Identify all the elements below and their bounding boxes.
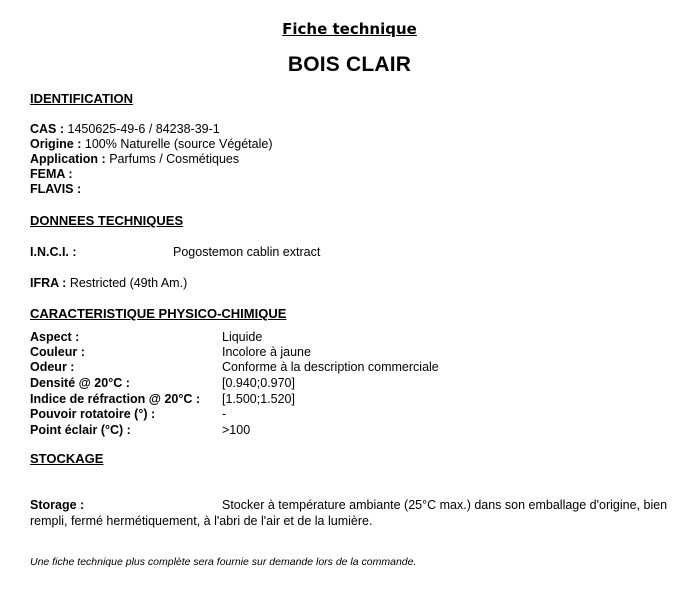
physico-label: Couleur : <box>30 345 85 359</box>
physico-label: Densité @ 20°C : <box>30 376 130 390</box>
physico-row <box>30 423 131 438</box>
application-line <box>30 152 239 167</box>
origine-label: Origine : <box>30 137 82 151</box>
physico-value: - <box>222 407 227 421</box>
physico-chimique-heading: CARACTERISTIQUE PHYSICO-CHIMIQUE <box>30 306 287 321</box>
inci-line <box>30 245 77 260</box>
inci-value: Pogostemon cablin extract <box>173 245 321 259</box>
donnees-techniques-heading: DONNEES TECHNIQUES <box>30 213 184 228</box>
physico-row <box>30 376 130 391</box>
physico-value: Incolore à jaune <box>222 345 311 359</box>
storage-value: Stocker à température ambiante (25°C max.) dans son emballage d'origine, bien rempli, fermé hermétiquement, à l'abri de l'air et de la lumière. <box>30 498 668 528</box>
cas-line <box>30 122 220 137</box>
physico-value: Conforme à la description commerciale <box>222 360 439 374</box>
physico-row <box>30 360 74 375</box>
footer-note: Une fiche technique plus complète sera fournie sur demande lors de la commande. <box>30 556 417 568</box>
ifra-line <box>30 276 187 291</box>
cas-value: 1450625-49-6 / 84238-39-1 <box>67 122 220 136</box>
physico-label: Indice de réfraction @ 20°C : <box>30 392 201 406</box>
cas-label: CAS : <box>30 122 65 136</box>
physico-label: Odeur : <box>30 360 75 374</box>
ifra-value: Restricted (49th Am.) <box>69 276 188 290</box>
physico-label: Aspect : <box>30 330 80 344</box>
application-label: Application : <box>30 152 106 166</box>
storage-label: Storage : <box>30 498 85 512</box>
physico-value: Liquide <box>222 330 263 344</box>
physico-label: Pouvoir rotatoire (°) : <box>30 407 156 421</box>
physico-row <box>30 392 200 407</box>
application-value: Parfums / Cosmétiques <box>109 152 240 166</box>
fema-label: FEMA : <box>30 167 73 181</box>
stockage-heading: STOCKAGE <box>30 451 104 466</box>
storage-paragraph <box>30 497 670 529</box>
ifra-label: IFRA : <box>30 276 67 290</box>
flavis-label: FLAVIS : <box>30 182 82 196</box>
physico-value: [0.940;0.970] <box>222 376 295 390</box>
inci-label: I.N.C.I. : <box>30 245 77 259</box>
identification-heading: IDENTIFICATION <box>30 91 134 106</box>
physico-row <box>30 345 85 360</box>
physico-label: Point éclair (°C) : <box>30 423 131 437</box>
physico-row <box>30 407 155 422</box>
document-title: Fiche technique <box>282 20 417 38</box>
origine-value: 100% Naturelle (source Végétale) <box>84 137 273 151</box>
product-name: BOIS CLAIR <box>287 53 412 76</box>
flavis-line <box>30 182 81 197</box>
physico-row <box>30 330 79 345</box>
physico-value: [1.500;1.520] <box>222 392 295 406</box>
physico-value: >100 <box>222 423 251 437</box>
fema-line <box>30 167 73 182</box>
origine-line <box>30 137 273 152</box>
